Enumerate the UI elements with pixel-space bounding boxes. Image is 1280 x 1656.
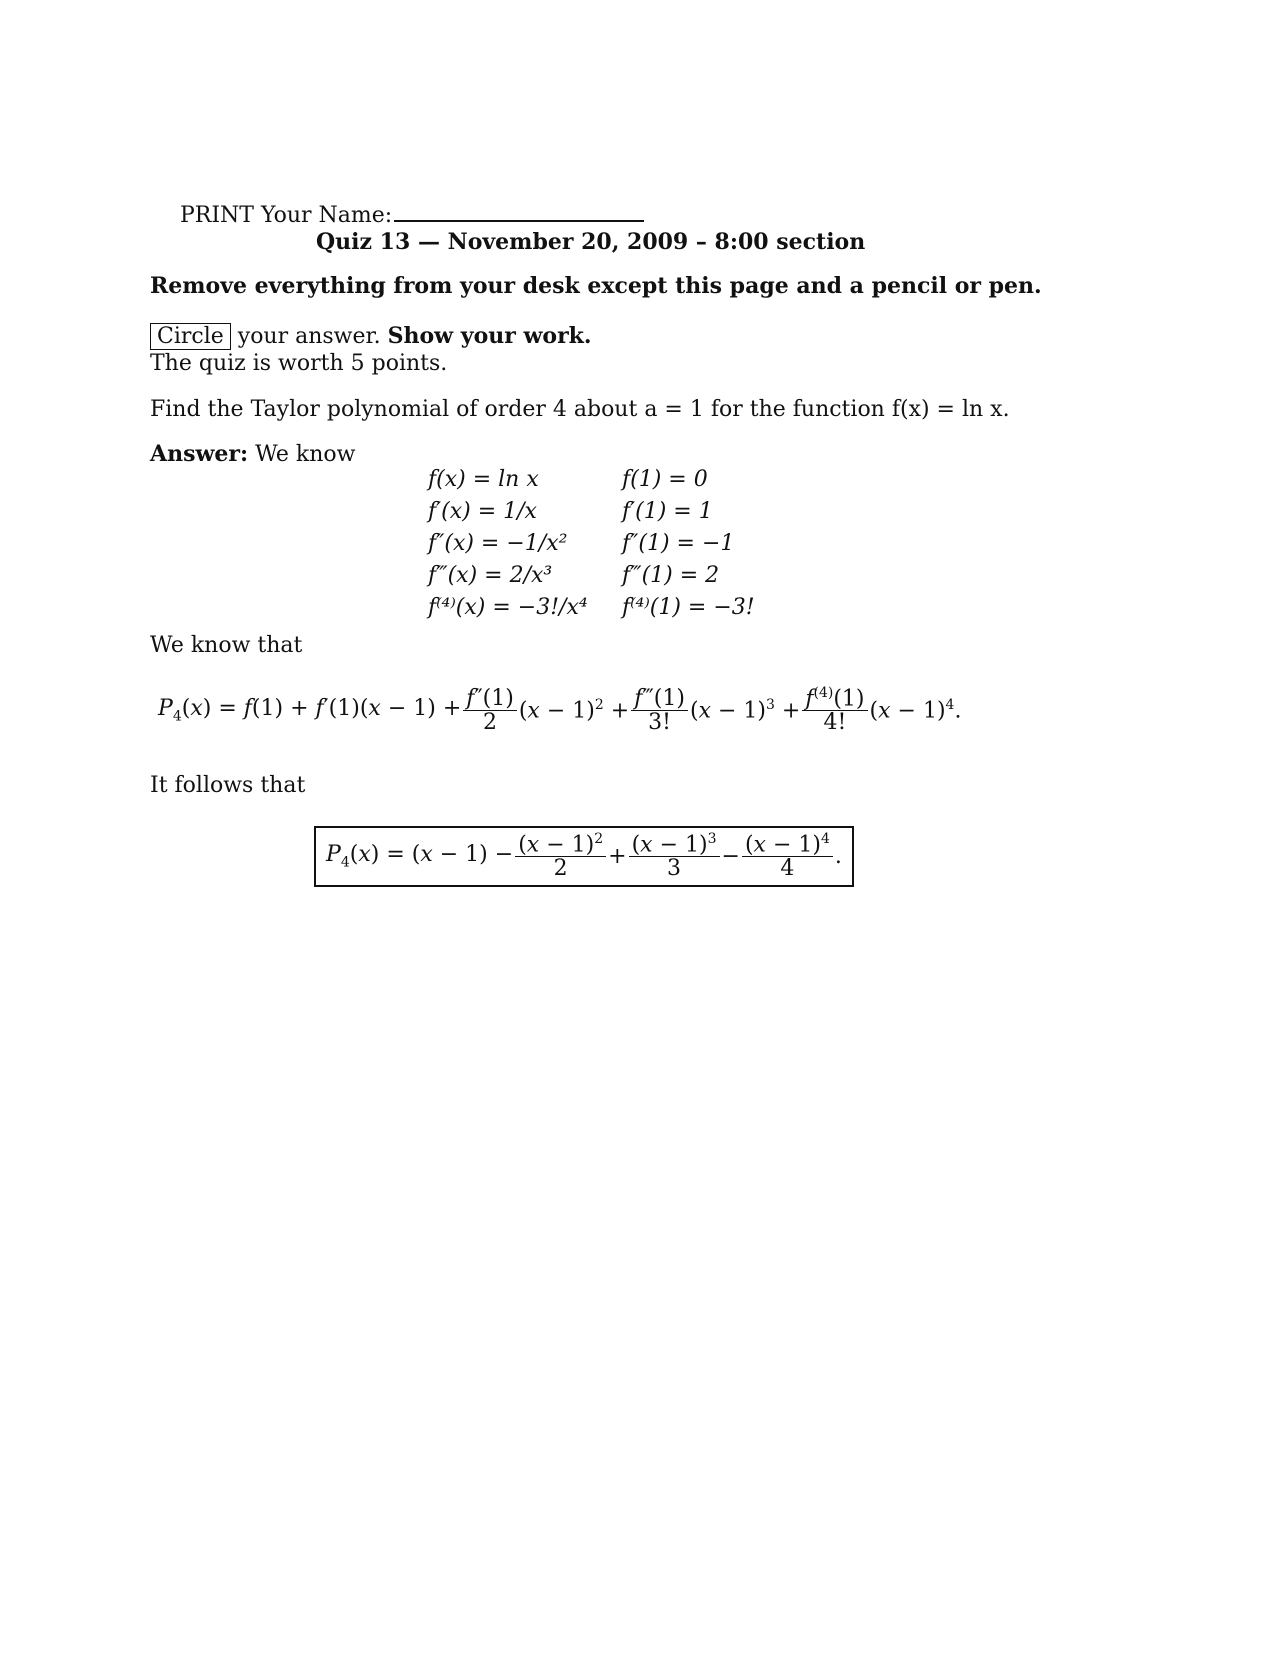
value-f3: f‴(1) = 2 (622, 563, 720, 588)
print-name-row (180, 198, 644, 230)
it-follows-text: It follows that (150, 773, 306, 798)
worth-text: The quiz is worth 5 points. (150, 351, 448, 376)
answer-intro (150, 440, 356, 469)
value-f4: f⁽⁴⁾(1) = −3! (622, 595, 755, 620)
derivative-f: f(x) = ln x (428, 467, 539, 492)
answer-label: Answer: (150, 441, 249, 467)
derivatives-left-column (428, 464, 588, 624)
taylor-general-formula: $P_4(x) = f(1) + f'(1)(x - 1)$ + $\frac{f''(1)}{2}$ $(x - 1)^2$ + $\frac{f‴(1)}{3!}$ $(x - 1)^3$ + $\frac{f^{(4)}(1)}{4!}$ $(x - 1)^4$. (158, 685, 962, 736)
problem-statement: Find the Taylor polynomial of order 4 about a = 1 for the function f(x) = ln x. (150, 397, 1010, 422)
quiz-title: Quiz 13 — November 20, 2009 – 8:00 section (316, 229, 866, 255)
name-blank-line[interactable] (394, 198, 644, 222)
we-know-text: We know (248, 442, 356, 467)
value-f: f(1) = 0 (622, 467, 708, 492)
circle-word: Circle (150, 323, 231, 350)
value-f1: f′(1) = 1 (622, 499, 713, 524)
circle-instruction-row (150, 322, 592, 351)
derivative-f3: f‴(x) = 2/x³ (428, 563, 553, 588)
print-name-label: PRINT Your Name: (180, 203, 393, 228)
value-f2: f″(1) = −1 (622, 531, 735, 556)
we-know-that-text: We know that (150, 633, 303, 658)
your-answer-text: your answer. (230, 324, 388, 349)
remove-instruction: Remove everything from your desk except this page and a pencil or pen. (150, 273, 1042, 299)
derivative-f4: f⁽⁴⁾(x) = −3!/x⁴ (428, 595, 588, 620)
show-work-text: Show your work. (387, 323, 592, 349)
final-answer-box: $P_4(x) = (x - 1)$ − $\frac{(x - 1)^2}{2}$ + $\frac{(x - 1)^3}{3}$ − $\frac{(x - 1)^4}{4}$ . (314, 826, 854, 887)
derivative-f2: f″(x) = −1/x² (428, 531, 568, 556)
derivatives-right-column (622, 464, 755, 624)
derivative-f1: f′(x) = 1/x (428, 499, 537, 524)
